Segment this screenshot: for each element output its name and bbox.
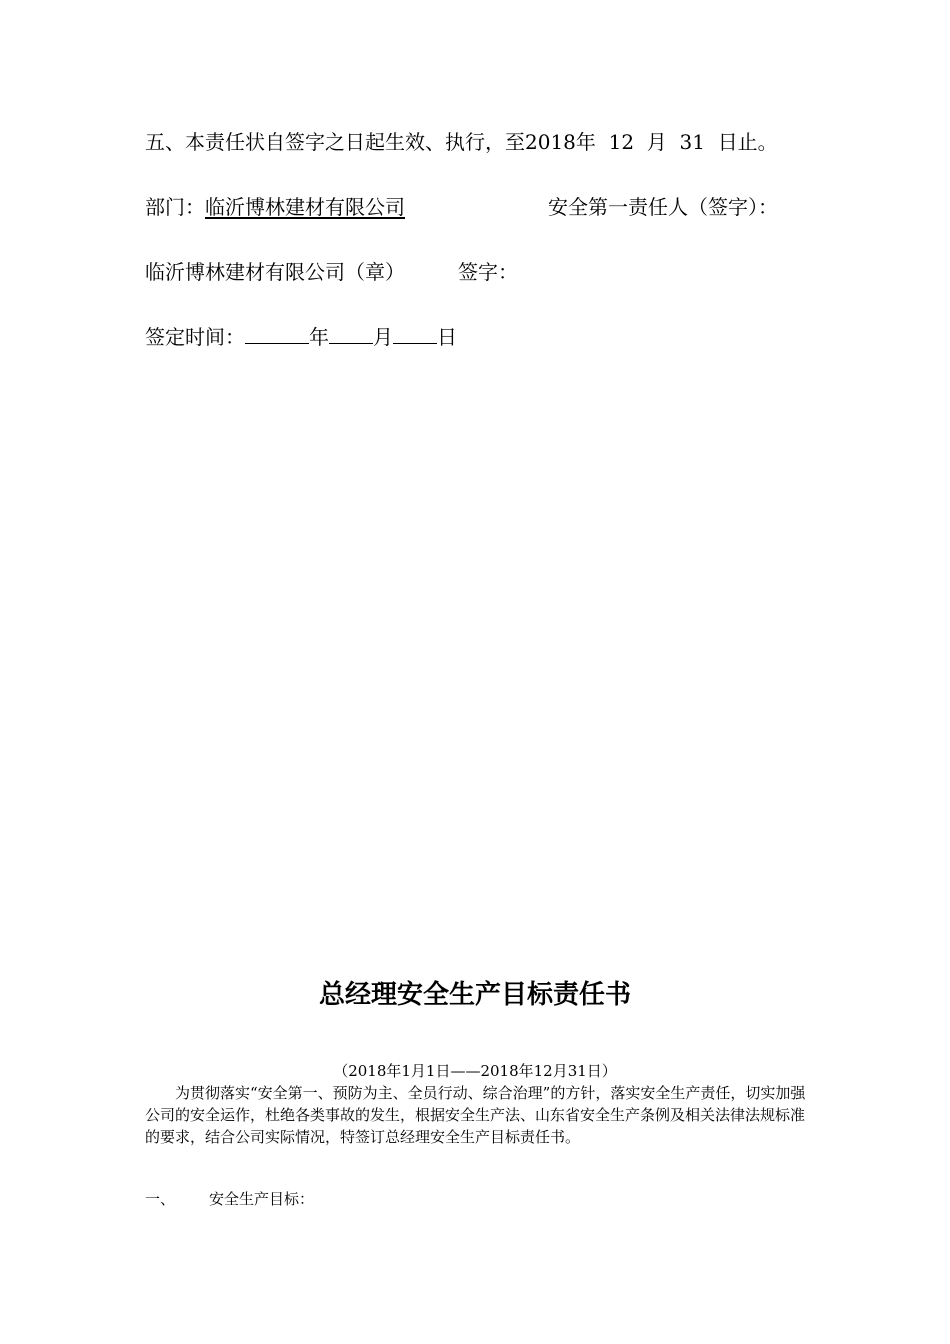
sign-date-year-blank — [245, 325, 309, 344]
intro-paragraph: 为贯彻落实“安全第一、预防为主、全员行动、综合治理”的方针，落实安全生产责任，切实加强公司的安全运作，杜绝各类事故的发生，根据安全生产法、山东省安全生产条例及相关法律法规标准的要求，结合公司实际情况，特签订总经理安全生产目标责任书。 — [145, 1084, 806, 1146]
document-period: （2018年1月1日——2018年12月31日） — [333, 1062, 617, 1080]
section-one-number: 一、 — [145, 1190, 176, 1208]
clause-five — [145, 126, 778, 155]
department-label: 部门： — [145, 195, 205, 219]
sign-date-line — [145, 321, 457, 350]
clause-five-year: 2018 — [525, 130, 576, 154]
clause-five-suffix: 日止。 — [717, 130, 778, 154]
company-seal-label: 临沂博林建材有限公司（章） — [145, 260, 405, 284]
company-seal-line — [145, 256, 405, 285]
sign-date-label: 签定时间： — [145, 325, 245, 349]
department-line — [145, 191, 405, 220]
sign-date-month-unit: 月 — [373, 325, 393, 349]
sign-date-month-blank — [329, 325, 373, 344]
section-one-heading — [145, 1188, 314, 1210]
clause-five-month-unit: 月 — [646, 130, 667, 154]
sign-date-day-blank — [393, 325, 437, 344]
department-value: 临沂博林建材有限公司 — [205, 195, 405, 219]
clause-five-month: 12 — [608, 130, 635, 154]
clause-five-year-unit: 年 — [575, 130, 596, 154]
clause-five-prefix: 五、本责任状自签字之日起生效、执行，至 — [145, 130, 525, 154]
sign-date-year-unit: 年 — [309, 325, 329, 349]
section-one-title: 安全生产目标： — [209, 1190, 315, 1208]
responsible-person-label: 安全第一责任人（签字）： — [548, 195, 778, 219]
sign-date-day-unit: 日 — [437, 325, 457, 349]
clause-five-day: 31 — [679, 130, 705, 154]
document-title: 总经理安全生产目标责任书 — [318, 980, 631, 1010]
signature-label: 签字： — [458, 260, 518, 284]
